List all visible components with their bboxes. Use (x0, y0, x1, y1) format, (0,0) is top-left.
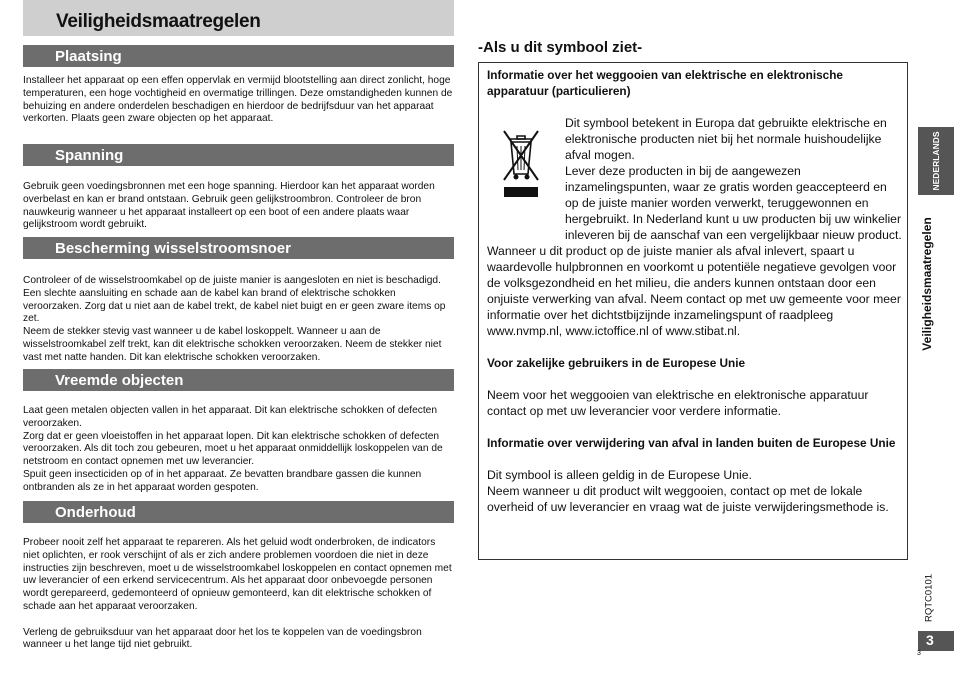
section-header-spanning (23, 144, 454, 166)
outside-text-2: Neem wanneer u dit product wilt weggooien, contact op met de lokale overheid of uw leverancier en vraag wat de juiste verwijderingsmethode is. (487, 484, 889, 514)
crossed-out-wheelie-bin-icon (501, 128, 541, 186)
spacer (487, 339, 903, 355)
section-header-bescherming (23, 237, 454, 259)
section-heading: Plaatsing (55, 48, 122, 65)
spacer (487, 99, 903, 115)
section-body-spanning (23, 181, 454, 232)
section-paragraph: Controleer of de wisselstroomkabel op de juiste manier is aangesloten en niet is beschadigd. Een slechte aansluiting en schade aan de kabel kan brand of elektrische schokken veroorzaken. Zorg dat u niet aan de kabel trekt, de kabel niet buigt en er geen zware items op zet. (23, 275, 446, 325)
page-number-badge (918, 631, 954, 651)
section-paragraph: Neem de stekker stevig vast wanneer u de kabel loskoppelt. Wanneer u aan de wisselstroomkabel zelf trekt, kan dit elektrische schokken veroorzaken. Neem de stekker niet vast met natte handen. Dit kan elektrische schokken veroorzaken. (23, 326, 442, 363)
section-body-vreemde-objecten (23, 405, 454, 495)
private-text-1: Dit symbool betekent in Europa dat gebruikte elektrische en elektronische producten niet bij het normale huishoudelijke afval mogen. (565, 116, 887, 162)
spacer (487, 451, 903, 467)
page-number: 3 (926, 632, 934, 648)
section-paragraph: Verleng de gebruiksduur van het apparaat door het los te koppelen van de voedingsbron wanneer u het lange tijd niet gebruikt. (23, 626, 422, 651)
section-paragraph: Laat geen metalen objecten vallen in het apparaat. Dit kan elektrische schokken of defecten veroorzaken. (23, 405, 437, 429)
section-heading: Spanning (55, 147, 124, 164)
section-paragraph: Spuit geen insecticiden op of in het apparaat. Ze bevatten brandbare gassen die kunnen ontbranden als ze in het apparaat worden gespoten. (23, 468, 422, 493)
section-heading: Vreemde objecten (55, 372, 184, 389)
private-heading: Informatie over het weggooien van elektrische en elektronische apparatuur (particulieren) (487, 68, 843, 98)
spacer (487, 371, 903, 387)
page-number-small: 3 (917, 650, 921, 657)
weee-symbol (487, 115, 557, 235)
spacer (487, 419, 903, 435)
language-tab (918, 127, 954, 195)
document-code: RQTC0101 (923, 573, 935, 623)
section-paragraph: Installeer het apparaat op een effen oppervlak en vermijd blootstelling aan direct zonlicht, hoge temperaturen, een hoge vochtigheid en overmatige trillingen. Deze omstandigheden kunnen de behuizing en andere onderdelen beschadigen en hierdoor de bedrijfsduur van het apparaat verkorten. Plaats geen zware objecten op het apparaat. (23, 75, 453, 125)
section-heading: Bescherming wisselstroomsnoer (55, 240, 291, 257)
outside-text-1: Dit symbool is alleen geldig in de Europese Unie. (487, 468, 752, 482)
disposal-info-content (487, 68, 903, 515)
outside-heading: Informatie over verwijdering van afval in landen buiten de Europese Unie (487, 436, 896, 450)
private-text-2: Lever deze producten in bij de aangewezen inzamelingspunten, waar ze gratis worden geaccepteerd en op de juiste manier worden verwerkt, teruggewonnen en hergebruikt. In Nederland kunt u uw producten bij uw winkelier inleveren bij de aanschaf van een vergelijkbaar nieuw product. (565, 164, 902, 242)
section-paragraph: Probeer nooit zelf het apparaat te repareren. Als het geluid wodt onderbroken, de indicators niet oplichten, er rook verschijnt of als er zich andere problemen voordoen die niet in deze instructies zijn beschreven, moet u de wisselstroomkabel loskoppelen en contact opnemen met uw leverancier of een erkend servicecentrum. Als het apparaat door onbevoegde personen wordt gerepareerd, gedemonteerd of opnieuw gemonteerd, kan dit elektrische schokken of schade aan het apparaat veroorzaken. (23, 537, 452, 612)
weee-bar (504, 187, 538, 197)
section-paragraph-spacer (23, 614, 454, 627)
disposal-info-box (478, 62, 908, 560)
section-paragraph: Zorg dat er geen vloeistoffen in het apparaat lopen. Dit kan elektrische schokken of defecten veroorzaken. Als dit toch zou gebeuren, moet u het apparaat onmiddellijk loskoppelen van de netstroom en contact opnemen met uw leverancier. (23, 430, 443, 468)
section-heading: Onderhoud (55, 504, 136, 521)
business-heading: Voor zakelijke gebruikers in de Europese Unie (487, 356, 746, 370)
section-body-bescherming (23, 275, 454, 365)
section-header-onderhoud (23, 501, 454, 523)
language-tab-label: NEDERLANDS (931, 131, 941, 191)
symbol-section-heading: -Als u dit symbool ziet- (478, 39, 643, 56)
vertical-page-title: Veiligheidsmaatregelen (920, 217, 934, 351)
page-title: Veiligheidsmaatregelen (56, 11, 261, 32)
section-header-vreemde-objecten (23, 369, 454, 391)
page-title-bar (23, 0, 454, 36)
section-body-onderhoud (23, 537, 454, 652)
section-header-plaatsing (23, 45, 454, 67)
business-text: Neem voor het weggooien van elektrische en elektronische apparatuur contact op met uw leverancier voor verdere informatie. (487, 388, 869, 418)
section-body-plaatsing (23, 75, 454, 126)
section-paragraph: Gebruik geen voedingsbronnen met een hoge spanning. Hierdoor kan het apparaat worden overbelast en kan er brand ontstaan. Gebruik geen gelijkstroombron. Controleer de bron nauwkeurig wanneer u het apparaat installeert op een boot of een andere plaats waar gelijkstroom wordt gebruikt. (23, 181, 435, 231)
private-text-3: Wanneer u dit product op de juiste manier als afval inlevert, spaart u waardevolle hulpbronnen en voorkomt u potentiële negatieve gevolgen voor de volksgezondheid en het milieu, die anders kunnen ontstaan door een onjuiste verwerking van afval. Neem contact op met uw gemeente voor meer informatie over het dichtstbijzijnde inzamelingspunt of raadpleeg www.nvmp.nl, www.ictoffice.nl of www.stibat.nl. (487, 244, 901, 338)
